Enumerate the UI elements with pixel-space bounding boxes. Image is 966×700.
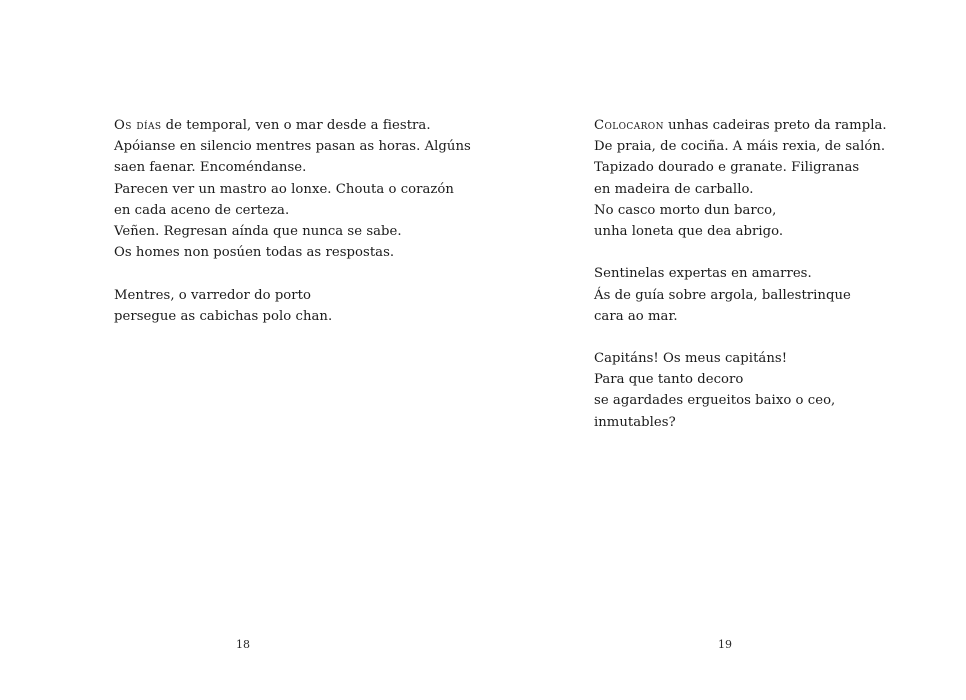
poem-line: en cada aceno de certeza. [114, 202, 290, 218]
stanza [114, 285, 471, 327]
poem-line: cara ao mar. [594, 308, 678, 324]
poem-line [114, 115, 471, 136]
stanza [594, 263, 887, 327]
poem-line: se agardades ergueitos baixo o ceo, [594, 393, 836, 409]
poem-line: Sentinelas expertas en amarres. [594, 266, 812, 282]
poem-line: inmutables? [594, 414, 676, 430]
stanza [114, 115, 471, 263]
poem-line: Os homes non posúen todas as respostas. [114, 245, 395, 261]
poem-line: Para que tanto decoro [594, 372, 744, 388]
stanza [594, 348, 887, 433]
poem-line: Apóianse en silencio mentres pasan as horas. Algúns [114, 139, 471, 155]
poem-line: saen faenar. Encoméndanse. [114, 160, 307, 176]
left-poem [114, 115, 471, 327]
small-caps-opening: Colocaron [594, 118, 664, 133]
poem-line: Veñen. Regresan aínda que nunca se sabe. [114, 223, 402, 239]
small-caps-opening: Os días [114, 118, 162, 133]
poem-line: Tapizado dourado e granate. Filigranas [594, 160, 860, 176]
poem-line: De praia, de cociña. A máis rexia, de salón. [594, 139, 886, 155]
line-text: unhas cadeiras preto da rampla. [663, 118, 887, 133]
poem-line [594, 115, 887, 136]
poem-line: No casco morto dun barco, [594, 202, 777, 218]
poem-line: Mentres, o varredor do porto [114, 287, 311, 303]
page-number-right: 19 [718, 638, 732, 651]
poem-line: en madeira de carballo. [594, 181, 754, 197]
right-poem [594, 115, 887, 433]
right-page [483, 0, 966, 700]
stanza [594, 115, 887, 242]
poem-line: Parecen ver un mastro ao lonxe. Chouta o corazón [114, 181, 454, 197]
page-number-left: 18 [236, 638, 250, 651]
poem-line: Ás de guía sobre argola, ballestrinque [594, 287, 851, 303]
poem-line: persegue as cabichas polo chan. [114, 308, 333, 324]
line-text: de temporal, ven o mar desde a fiestra. [161, 118, 431, 133]
poem-line: unha loneta que dea abrigo. [594, 223, 784, 239]
poem-line: Capitáns! Os meus capitáns! [594, 351, 788, 367]
